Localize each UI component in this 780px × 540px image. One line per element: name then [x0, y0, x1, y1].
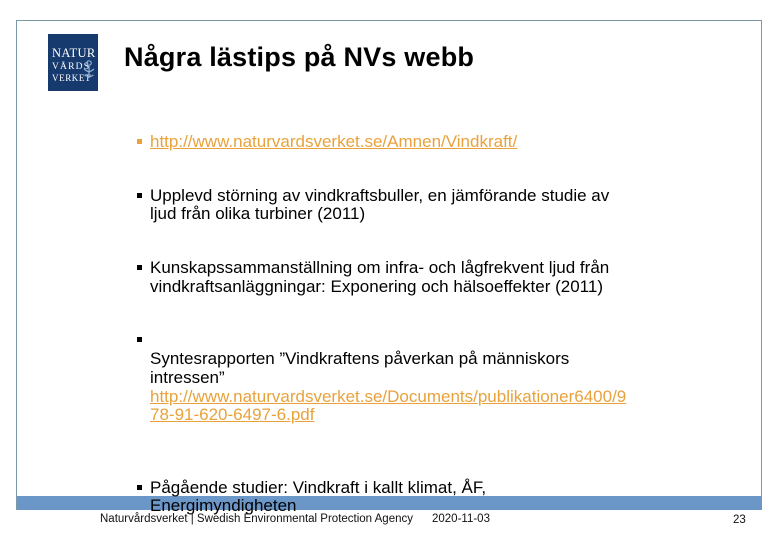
link-amnen-vindkraft[interactable]: http://www.naturvardsverket.se/Amnen/Vindkraft/	[150, 132, 518, 151]
logo-text-line1: NATUR	[52, 46, 96, 60]
footer-organization: Naturvårdsverket | Swedish Environmental Protection Agency	[100, 513, 413, 525]
list-item	[137, 133, 661, 152]
bullet-marker	[137, 337, 142, 342]
bullet-list	[137, 133, 661, 540]
bullet-text-syntesrapporten-label: Syntesrapporten ”Vindkraftens påverkan på människors intressen”	[150, 349, 570, 387]
crown-plant-emblem-icon	[83, 60, 95, 82]
list-item	[137, 479, 661, 516]
naturvardsverket-logo	[48, 34, 98, 91]
bullet-marker	[137, 139, 142, 144]
bullet-marker	[137, 265, 142, 270]
list-item	[137, 187, 661, 224]
bullet-text-kunskapssammanstallning: Kunskapssammanställning om infra- och lågfrekvent ljud från vindkraftsanläggningar: Exponering och hälsoeffekter (2011)	[150, 258, 610, 296]
list-item	[137, 259, 661, 296]
footer-date: 2020-11-03	[432, 513, 490, 525]
bullet-text-upplevd-storning: Upplevd störning av vindkraftsbuller, en jämförande studie av ljud från olika turbiner (2011)	[150, 185, 610, 224]
bullet-marker	[137, 193, 142, 198]
logo-text-line3: VERKET	[52, 73, 92, 83]
list-item	[137, 331, 661, 443]
bullet-marker	[137, 485, 142, 490]
slide-title: Några lästips på NVs webb	[124, 42, 475, 72]
footer-page-number: 23	[733, 514, 746, 526]
logo-text-line2: VÅRDS	[52, 61, 91, 72]
bullet-text-syntesrapporten	[150, 331, 626, 443]
link-publikationer-pdf[interactable]: http://www.naturvardsverket.se/Documents/publikationer6400/9 78-91-620-6497-6.pdf	[150, 386, 627, 425]
bullet-text-pagaende-studier: Pågående studier: Vindkraft i kallt klimat, ÅF, Energimyndigheten	[150, 477, 487, 516]
